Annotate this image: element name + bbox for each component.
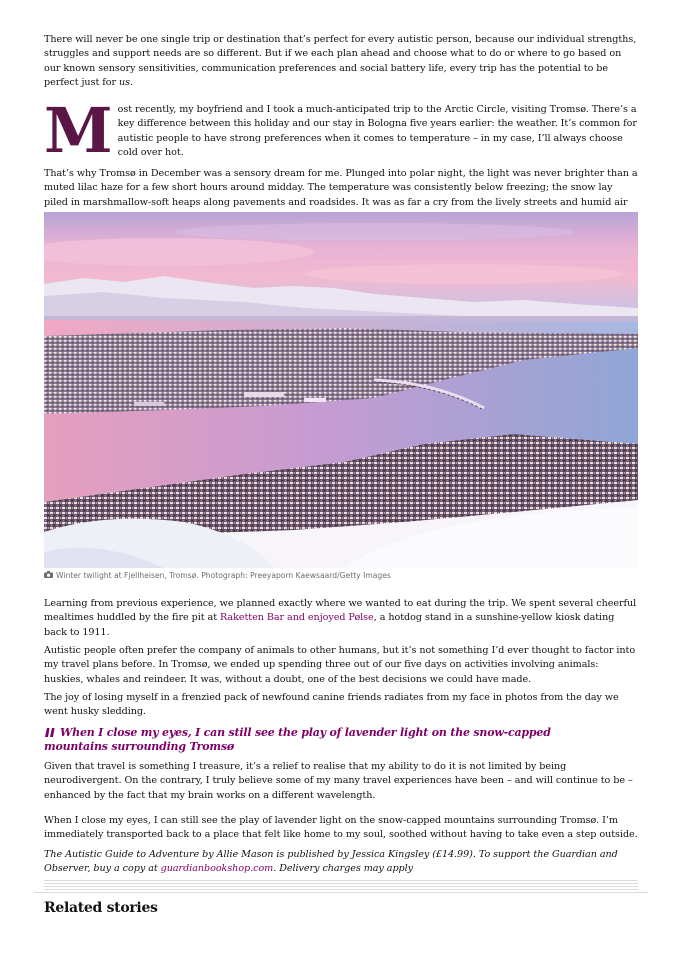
food-paragraph — [44, 597, 638, 640]
tromso-paragraph-1: ost recently, my boyfriend and I took a much-anticipated trip to the Arctic Circle, visiting Tromsø. There’s a key difference between this holiday and our stay in Bologna five years earlier: the weather. It’s common for autistic people to have strong preferences when it comes to temperature – in my case, I’ll always choose cold over hot. — [117, 104, 637, 158]
drop-cap: M — [44, 94, 113, 167]
raketten-link[interactable]: Raketten Bar and enjoyed Pølse — [220, 612, 374, 624]
section-rule — [44, 880, 638, 892]
tromso-winter-photo — [44, 212, 638, 568]
tromso-section — [44, 94, 638, 224]
guardian-bookshop-link[interactable]: guardianbookshop.com — [160, 863, 274, 875]
food-text-end: , a hotdog stand in a sunshine-yellow kiosk dating back to 1911. — [44, 612, 615, 638]
caption-text: Winter twilight at Fjellheisen, Tromsø. Photograph: Preeyaporn Kaewsaard/Getty Images — [56, 571, 391, 580]
animals-paragraph: Autistic people often prefer the company of animals to other humans, but it’s not something I’d ever thought to factor into my travel plans before. In Tromsø, we ended up spending three out of our five days on activities involving animals: huskies, whales and reindeer. It was, without a doubt, one of the best decisions we could have made. — [44, 645, 636, 685]
pull-quote-text: When I close my eyes, I can still see the play of lavender light on the snow-capped mountains surrounding Tromsø — [44, 726, 551, 753]
image-caption — [44, 571, 391, 580]
travel-paragraph: Given that travel is something I treasure, it’s a relief to realise that my ability to do it is not limited by being neurodivergent. On the contrary, I truly believe some of my many travel experiences have been – and will continue to be – enhanced by the fact that my brain works on a different wavelength. — [44, 761, 633, 801]
book-note — [44, 848, 638, 877]
quote-mark-icon — [44, 727, 55, 740]
related-stories-heading: Related stories — [44, 900, 158, 916]
intro-emphasis: us — [119, 76, 131, 88]
intro-text-end: . — [130, 76, 134, 88]
divider — [34, 892, 648, 893]
book-note-text-end: . Delivery charges may apply — [273, 863, 414, 875]
pull-quote — [44, 726, 564, 753]
camera-icon — [44, 571, 53, 580]
intro-paragraph — [44, 33, 638, 90]
book-note-text: The Autistic Guide to Adventure by Allie Mason is published by Jessica Kingsley (£14.99). To support the Guardian and Observer, buy a copy at — [44, 849, 618, 875]
closing-paragraph: When I close my eyes, I can still see the play of lavender light on the snow-capped mountains surrounding Tromsø. I’m immediately transported back to a place that felt like home to my soul, soothed without having to take even a step outside. — [44, 815, 638, 841]
joy-paragraph: The joy of losing myself in a frenzied pack of newfound canine friends radiates from my face in photos from the day we went husky sledding. — [44, 692, 619, 718]
intro-text: There will never be one single trip or destination that’s perfect for every autistic person, because our individual strengths, struggles and support needs are so different. But if we each plan ahead and choose what to do or where to go based on our known sensory sensitivities, communication preferences and social battery life, every trip has the potential to be perfect just for — [44, 34, 637, 88]
tromso-paragraph-2: That’s why Tromsø in December was a sensory dream for me. Plunged into polar night, the light was never brighter than a muted lilac haze for a few short hours around midday. The temperature was consistently below freezing; the snow lay piled in marshmallow-soft heaps along pavements and roadsides. It was as far a cry from the lively streets and humid air — [44, 168, 638, 208]
food-text: Learning from previous experience, we planned exactly where we wanted to eat during the trip. We spent several cheerful mealtimes huddled by the fire pit at — [44, 598, 637, 624]
